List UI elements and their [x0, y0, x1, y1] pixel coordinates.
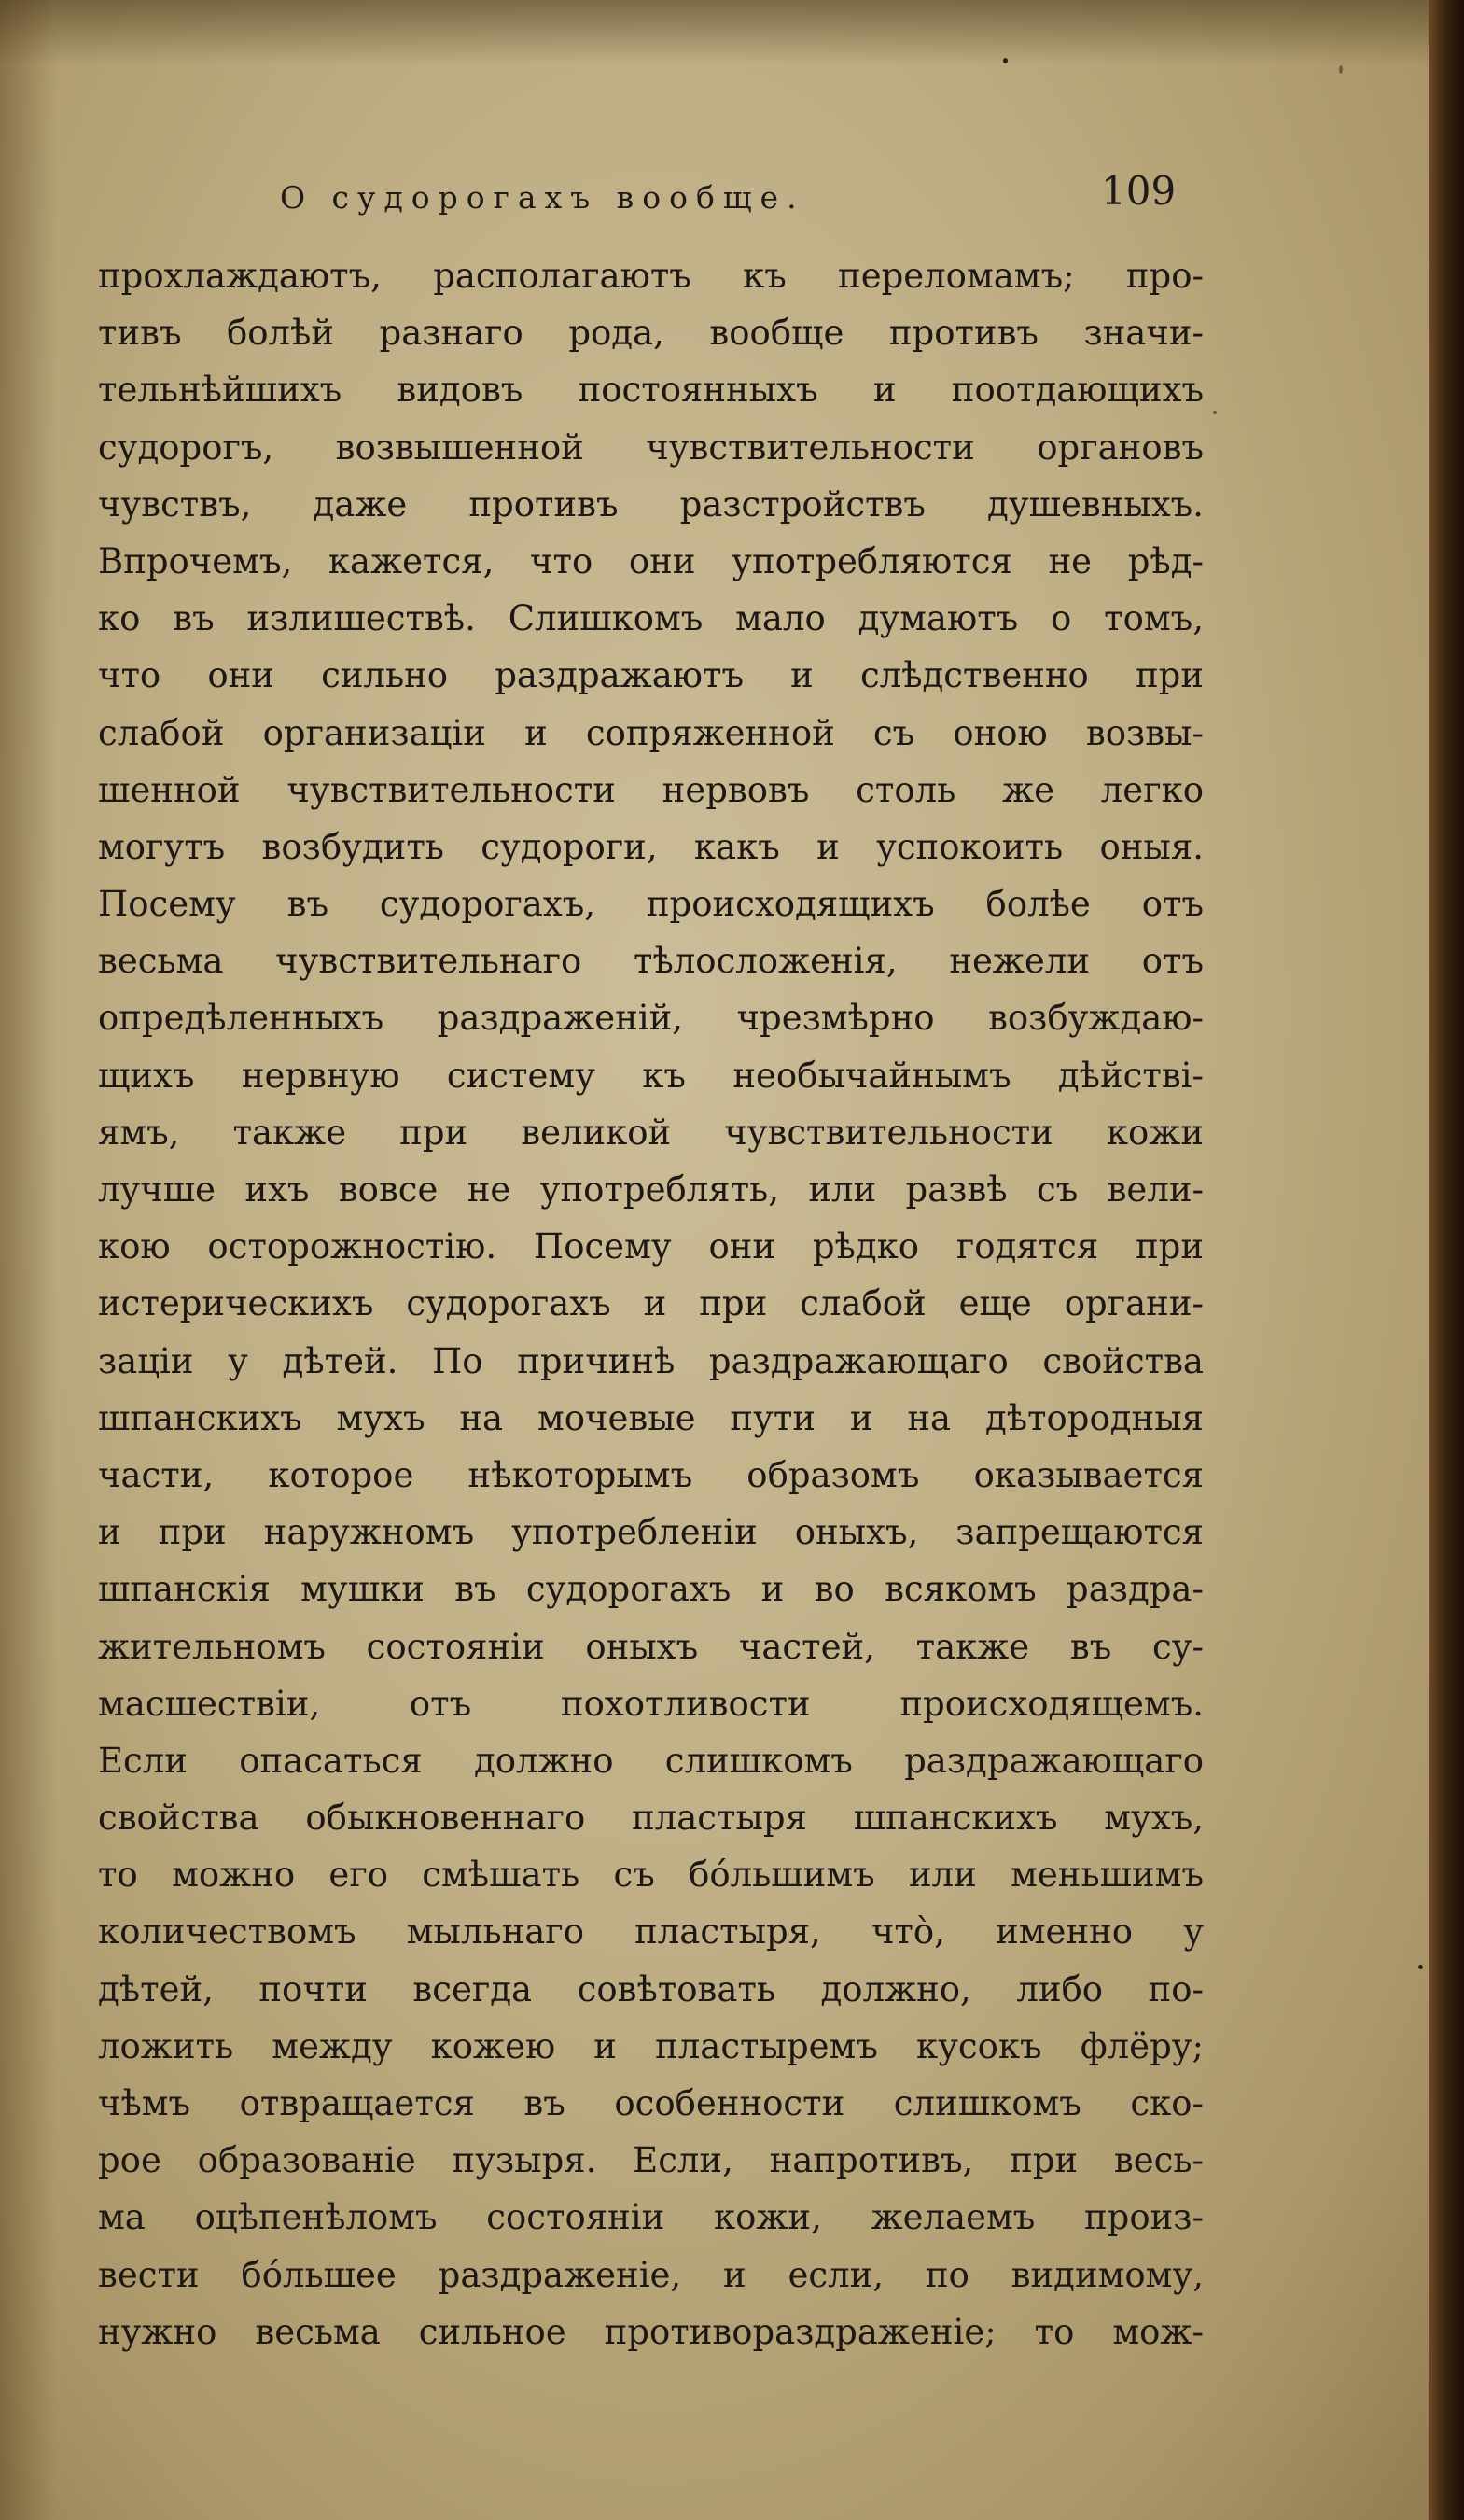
ink-speck	[1418, 1965, 1423, 1969]
text-line: опредѣленныхъ раздраженій, чрезмѣрно возбуждаю-	[98, 998, 1204, 1039]
running-title: О судорогахъ вообще.	[280, 179, 805, 216]
text-line: весьма чувствительнаго тѣлосложенія, нежели отъ	[98, 941, 1204, 982]
text-line: тивъ болѣй разнаго рода, вообще противъ значи-	[98, 313, 1204, 354]
text-line: чувствъ, даже противъ разстройствъ душевныхъ.	[98, 483, 1204, 525]
text-line: шпанскихъ мухъ на мочевые пути и на дѣтородныя	[98, 1397, 1204, 1438]
text-line: ложить между кожею и пластыремъ кусокъ флёру;	[98, 2025, 1204, 2066]
body-text	[98, 247, 1204, 2360]
text-line: части, которое нѣкоторымъ образомъ оказывается	[98, 1454, 1204, 1495]
text-line: щихъ нервную систему къ необычайнымъ дѣйстві-	[98, 1055, 1204, 1096]
text-line: ма оцѣпенѣломъ состояніи кожи, желаемъ произ-	[98, 2197, 1204, 2238]
text-line: ямъ, также при великой чувствительности кожи	[98, 1112, 1204, 1153]
text-line: жительномъ состояніи оныхъ частей, также въ су-	[98, 1626, 1204, 1667]
text-line: лучше ихъ вовсе не употреблять, или развѣ съ вели-	[98, 1169, 1204, 1210]
text-line: кою осторожностію. Посему они рѣдко годятся при	[98, 1226, 1204, 1267]
text-line: истерическихъ судорогахъ и при слабой еще органи-	[98, 1283, 1204, 1324]
text-line: шенной чувствительности нервовъ столь же легко	[98, 769, 1204, 810]
ink-speck	[1339, 65, 1343, 74]
ink-speck	[1003, 58, 1008, 63]
text-line: вести бо́льшее раздраженіе, и если, по видимому,	[98, 2254, 1204, 2295]
page-number: 109	[1101, 168, 1177, 214]
book-binding-edge	[1429, 0, 1464, 2520]
text-line: прохлаждаютъ, располагаютъ къ переломамъ; про-	[98, 256, 1204, 296]
text-line: ко въ излишествѣ. Слишкомъ мало думаютъ о томъ,	[98, 598, 1204, 639]
text-line: нужно весьма сильное противораздраженіе; то мож-	[98, 2311, 1204, 2352]
page-header	[271, 168, 1204, 224]
ink-speck	[1213, 411, 1217, 414]
text-line: тельнѣйшихъ видовъ постоянныхъ и поотдающихъ	[98, 370, 1204, 411]
page-top-shadow	[0, 0, 1429, 65]
text-line: масшествіи, отъ похотливости происходящемъ.	[98, 1683, 1204, 1724]
text-line: чѣмъ отвращается въ особенности слишкомъ ско-	[98, 2083, 1204, 2123]
text-line: слабой организаціи и сопряженной съ оною возвы-	[98, 712, 1204, 753]
text-line: Если опасаться должно слишкомъ раздражающаго	[98, 1740, 1204, 1781]
text-line: Впрочемъ, кажется, что они употребляются не рѣд-	[98, 540, 1204, 581]
text-line: что они сильно раздражаютъ и слѣдственно при	[98, 655, 1204, 696]
text-line: могутъ возбудить судороги, какъ и успокоить оныя.	[98, 826, 1204, 867]
text-line: то можно его смѣшать съ бо́льшимъ или меньшимъ	[98, 1855, 1204, 1896]
text-line: свойства обыкновеннаго пластыря шпанскихъ мухъ,	[98, 1798, 1204, 1839]
text-line: и при наружномъ употребленіи оныхъ, запрещаются	[98, 1512, 1204, 1553]
text-line: заціи у дѣтей. По причинѣ раздражающаго свойства	[98, 1340, 1204, 1381]
text-line: шпанскія мушки въ судорогахъ и во всякомъ раздра-	[98, 1569, 1204, 1610]
page-left-shadow	[0, 0, 56, 2520]
text-line: рое образованіе пузыря. Если, напротивъ, при весь-	[98, 2140, 1204, 2181]
text-line: дѣтей, почти всегда совѣтовать должно, либо по-	[98, 1968, 1204, 2009]
text-line: Посему въ судорогахъ, происходящихъ болѣе отъ	[98, 884, 1204, 925]
text-line: количествомъ мыльнаго пластыря, что̀, именно у	[98, 1911, 1204, 1953]
text-line: судорогъ, возвышенной чувствительности органовъ	[98, 427, 1204, 468]
